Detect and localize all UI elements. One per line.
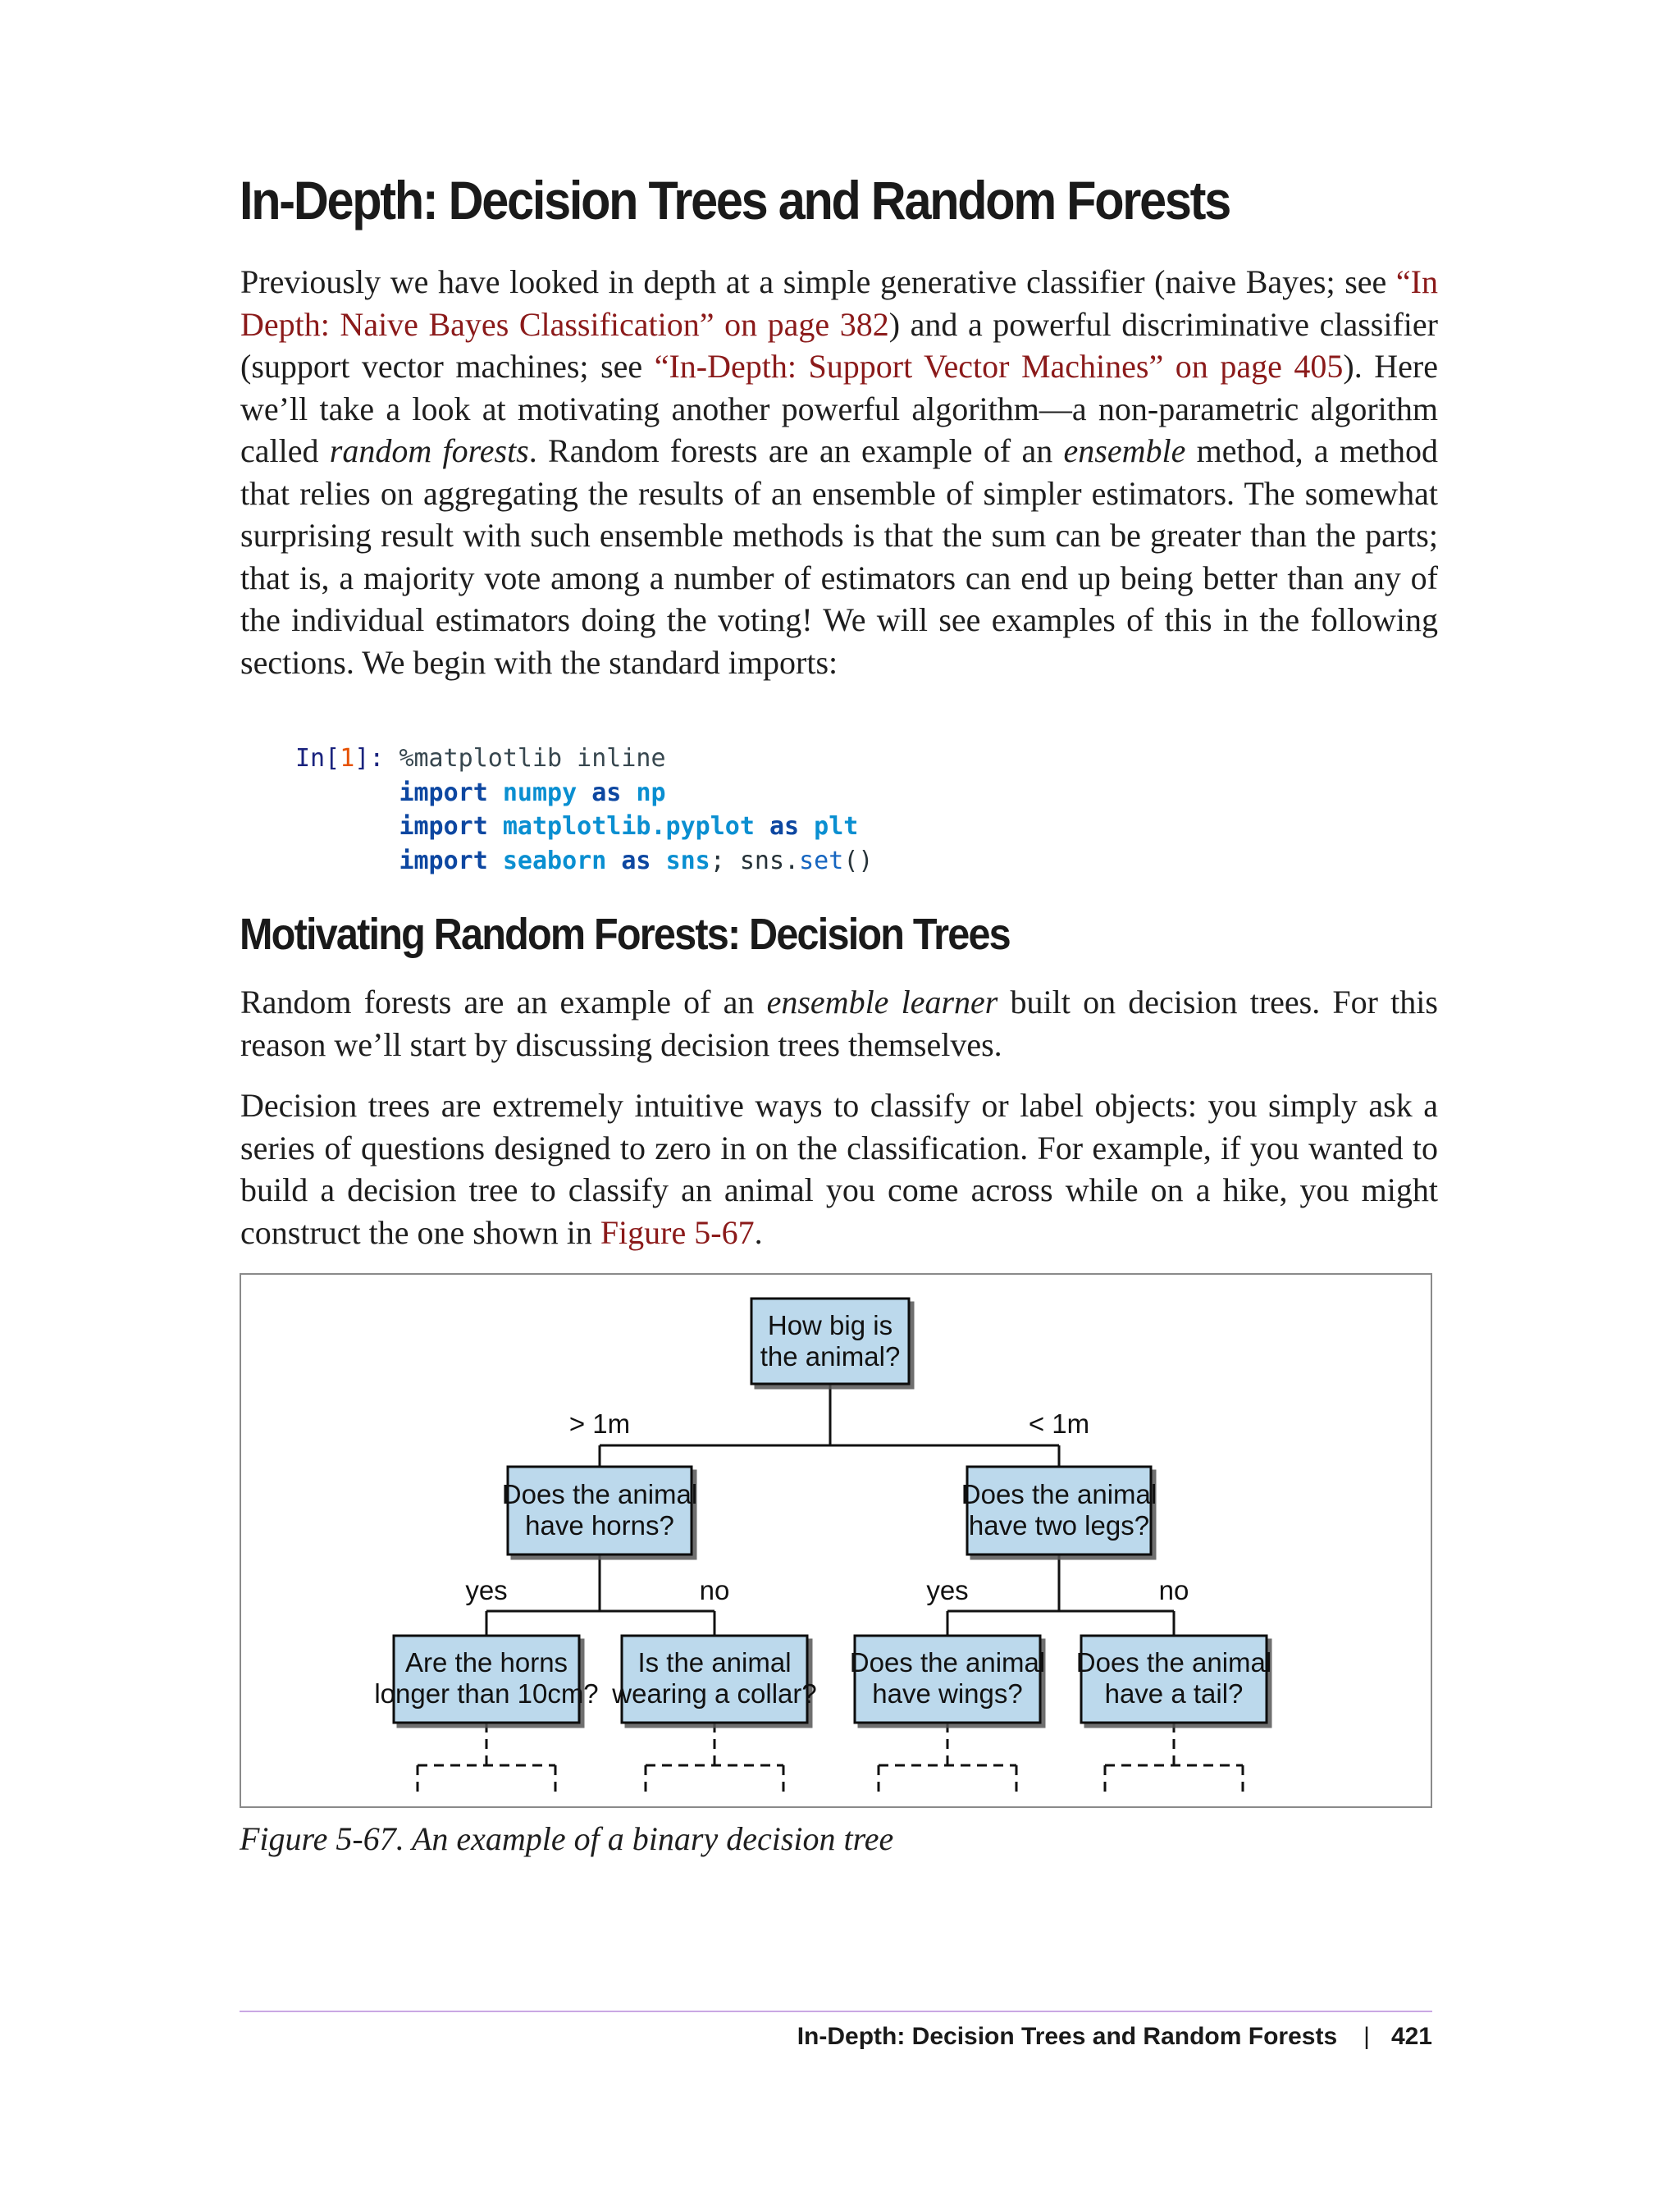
node-collar-line-2: wearing a collar? [612, 1678, 817, 1709]
tree-continuations [418, 1723, 1243, 1792]
code-keyword: import [399, 846, 488, 875]
node-collar-line-1: Is the animal [637, 1647, 792, 1678]
code-block [295, 742, 873, 878]
footer-title: In-Depth: Decision Trees and Random Forests [797, 2023, 1338, 2050]
footer-separator: | [1363, 2023, 1370, 2050]
intro-text-3: ). Here we’ll take a look at motivating another powerful algorithm—a non-parametric algorithm called [240, 348, 1438, 469]
figure-caption: Figure 5-67. An example of a binary decision tree [240, 1820, 894, 1857]
intro-text-4: . Random forests are an example of an [528, 432, 1064, 469]
code-keyword: as [591, 778, 622, 807]
running-footer [797, 2023, 1432, 2051]
node-tail-line-1: Does the animal [1075, 1647, 1272, 1678]
code-call-function: set [799, 846, 844, 875]
footer-divider [240, 2011, 1432, 2012]
code-punct: () [843, 846, 874, 875]
naive-bayes-link[interactable]: “In Depth: Naive Bayes Classification” on page 382 [240, 263, 1438, 343]
intro-text-5: method, a method that relies on aggregating the results of an ensemble of simpler estimators. The somewhat surprising result with such ensemble methods is that the sum can be greater than the parts; that is, a majority vote among a number of estimators can end up being better than any of the individual estimators doing the voting! We will see examples of this in the following sections. We begin with the standard imports: [240, 432, 1438, 681]
intro-paragraph [240, 261, 1438, 683]
edge-label-yes: yes [465, 1575, 508, 1605]
code-keyword: as [621, 846, 651, 875]
code-module: matplotlib.pyplot [502, 812, 755, 841]
code-keyword: as [769, 812, 800, 841]
node-two-legs-line-1: Does the animal [961, 1479, 1157, 1509]
page-title: In-Depth: Decision Trees and Random Forests [240, 170, 1230, 231]
random-forests-term: random forests [329, 432, 529, 469]
figure-link[interactable]: Figure 5-67 [600, 1213, 755, 1251]
node-root-line-2: the animal? [760, 1341, 901, 1372]
node-root-line-1: How big is [767, 1310, 893, 1340]
code-prompt-number: 1 [340, 744, 355, 773]
paragraph-ensemble-learner [240, 981, 1438, 1066]
node-two-legs-line-2: have two legs? [968, 1510, 1150, 1541]
ensemble-learner-term: ensemble learner [766, 984, 998, 1020]
node-horns-line-1: Does the animal [501, 1479, 698, 1509]
edge-label-lt-1m: < 1m [1028, 1408, 1090, 1439]
node-tail-line-2: have a tail? [1104, 1678, 1244, 1709]
para3-text-2: . [754, 1213, 763, 1251]
code-prompt: In[ [295, 744, 340, 773]
section-heading: Motivating Random Forests: Decision Trees [240, 910, 1010, 959]
node-horns-line-2: have horns? [525, 1510, 674, 1541]
edge-label-yes: yes [926, 1575, 969, 1605]
node-horn-length-line-2: longer than 10cm? [374, 1678, 599, 1709]
code-module: numpy [502, 778, 578, 807]
edge-label-no: no [699, 1575, 730, 1605]
page-number: 421 [1390, 2023, 1432, 2050]
decision-tree-diagram [241, 1275, 1431, 1806]
intro-text-1: Previously we have looked in depth at a simple generative classifier (naive Bayes; see [240, 263, 1396, 300]
intro-text-2: ) and a powerful discriminative classifier (support vector machines; see [240, 305, 1438, 385]
node-wings-line-2: have wings? [872, 1678, 1023, 1709]
edge-label-no: no [1158, 1575, 1189, 1605]
code-keyword: import [399, 778, 488, 807]
edge-label-gt-1m: > 1m [568, 1408, 631, 1439]
node-horn-length-line-1: Are the horns [404, 1647, 568, 1678]
code-alias: sns [665, 846, 710, 875]
code-punct: ; [710, 846, 725, 875]
code-call-object: sns [739, 846, 785, 875]
para2-text-2: built on decision trees. For this reason we’ll start by discussing decision trees themselves. [240, 984, 1438, 1063]
code-keyword: import [399, 812, 488, 841]
code-module: seaborn [502, 846, 607, 875]
para2-text-1: Random forests are an example of an [240, 984, 767, 1020]
paragraph-decision-trees [240, 1084, 1438, 1253]
ensemble-term: ensemble [1063, 432, 1186, 469]
code-alias: plt [814, 812, 859, 841]
figure-frame [240, 1273, 1432, 1808]
code-prompt-end: ]: [354, 744, 399, 773]
node-wings-line-1: Does the animal [849, 1647, 1046, 1678]
code-punct: . [784, 846, 800, 875]
code-alias: np [636, 778, 666, 807]
code-magic-line: %matplotlib inline [399, 744, 666, 773]
svm-link[interactable]: “In-Depth: Support Vector Machines” on page 405 [654, 348, 1344, 385]
para3-text-1: Decision trees are extremely intuitive ways to classify or label objects: you simply ask a series of questions designed to zero in on the classification. For example, if you wanted to build a decision tree to classify an animal you come across while on a hike, you might construct the one shown in [240, 1087, 1438, 1251]
